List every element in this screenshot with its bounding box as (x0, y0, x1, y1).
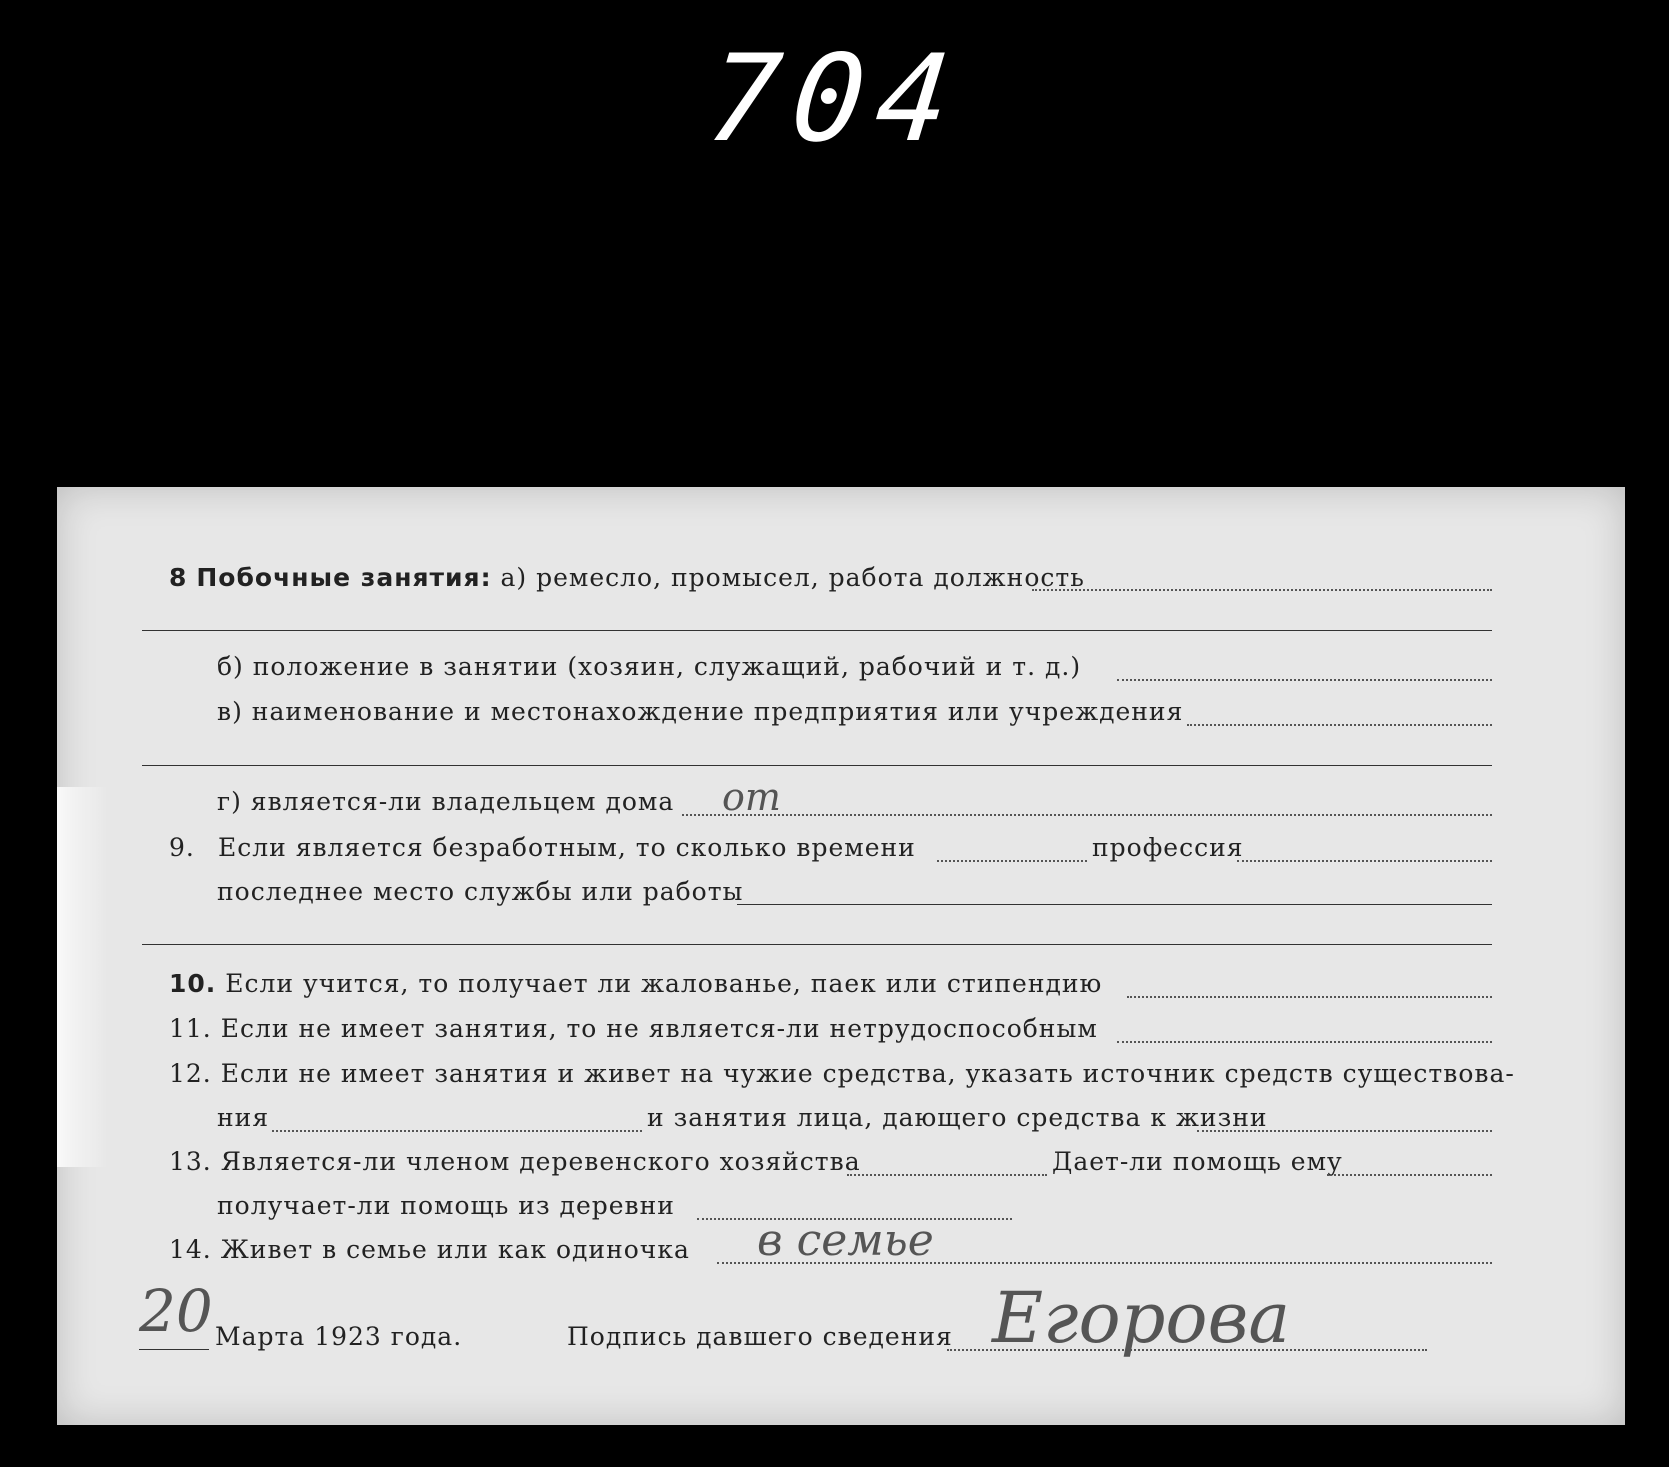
q11-text: Если не имеет занятия, то не является-ли нетрудоспособным (220, 1014, 1098, 1043)
q9-last-field[interactable] (737, 904, 1492, 905)
q14-number: 14. (169, 1235, 212, 1264)
footer-date: Марта 1923 года. (215, 1322, 463, 1351)
q12-person-field[interactable] (1197, 1130, 1492, 1132)
q13-member-field[interactable] (847, 1174, 1047, 1176)
q13-line (169, 1147, 861, 1176)
q12-source-field[interactable] (272, 1130, 642, 1132)
q9-number: 9. (169, 833, 195, 862)
q11-number: 11. (169, 1014, 212, 1043)
q8-b-field[interactable] (1117, 679, 1492, 681)
frame-number: 704 (700, 30, 969, 169)
q8-number: 8 (169, 563, 188, 592)
q9-line (169, 833, 916, 862)
q10-text: Если учится, то получает ли жалованье, паек или стипендию (225, 969, 1103, 998)
q8-label: Побочные занятия: (196, 563, 492, 592)
q12-cont2: и занятия лица, дающего средства к жизни (647, 1103, 1268, 1132)
footer-day: 20 (139, 1277, 213, 1345)
q8-g-field[interactable] (682, 814, 1492, 816)
footer-day-field[interactable] (139, 1349, 209, 1350)
q12-text: Если не имеет занятия и живет на чужие средства, указать источник средств существова- (220, 1059, 1515, 1088)
q8-v-text: в) наименование и местонахождение предприятия или учреждения (217, 697, 1184, 726)
q8-g-answer: от (722, 775, 781, 819)
census-form-card (57, 487, 1625, 1425)
q14-text: Живет в семье или как одиночка (220, 1235, 690, 1264)
q8-a-field-line2[interactable] (142, 630, 1492, 631)
q8-a-text: а) ремесло, промысел, работа должность (500, 563, 1085, 592)
q13-help-label: Дает-ли помощь ему (1052, 1147, 1343, 1176)
q8-v-field-line2[interactable] (142, 765, 1492, 766)
footer-signature: Егорова (992, 1277, 1291, 1359)
q13-receive-text: получает-ли помощь из деревни (217, 1191, 675, 1220)
q9-text: Если является безработным, то сколько времени (217, 833, 916, 862)
q13-text: Является-ли членом деревенского хозяйства (220, 1147, 861, 1176)
q10-line (169, 969, 1102, 998)
q11-line (169, 1014, 1098, 1043)
q9-last-field-line2[interactable] (142, 944, 1492, 945)
q14-answer: в семье (757, 1215, 934, 1266)
q11-field[interactable] (1117, 1041, 1492, 1043)
q10-field[interactable] (1127, 996, 1492, 998)
q12-number: 12. (169, 1059, 212, 1088)
q14-line (169, 1235, 690, 1264)
q13-help-field[interactable] (1327, 1174, 1492, 1176)
q12-line (169, 1059, 1515, 1088)
q8-line-a (169, 563, 1085, 592)
q9-last-text: последнее место службы или работы (217, 877, 744, 906)
q12-cont1: ния (217, 1103, 270, 1132)
q9-prof-label: профессия (1092, 833, 1244, 862)
footer-signature-label: Подпись давшего сведения (567, 1322, 953, 1351)
q8-v-field[interactable] (1187, 724, 1492, 726)
q10-number: 10. (169, 969, 217, 998)
q8-g-text: г) является-ли владельцем дома (217, 787, 675, 816)
q9-prof-field[interactable] (1237, 860, 1492, 862)
q9-time-field[interactable] (937, 860, 1087, 862)
q8-a-field[interactable] (1032, 589, 1492, 591)
q13-number: 13. (169, 1147, 212, 1176)
q8-b-text: б) положение в занятии (хозяин, служащий, рабочий и т. д.) (217, 652, 1082, 681)
